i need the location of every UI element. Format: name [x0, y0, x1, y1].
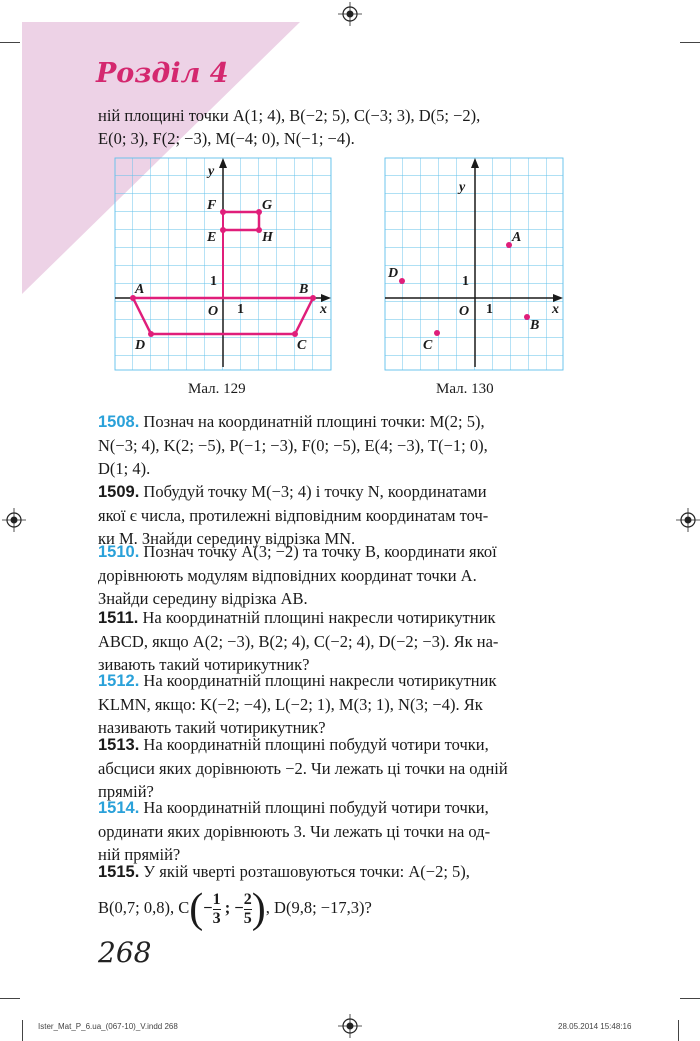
- exercise-line: прямій?: [98, 782, 154, 801]
- intro-line: E(0; 3), F(2; −3), M(−4; 0), N(−1; −4).: [98, 129, 355, 148]
- intro-text: [98, 104, 600, 150]
- fraction-numerator: 2: [243, 890, 252, 908]
- exercise-number: 1508.: [98, 413, 140, 431]
- exercise-number: 1513.: [98, 736, 140, 754]
- label-y-axis: y: [459, 180, 466, 195]
- label-d: D: [388, 266, 399, 281]
- label-origin: O: [208, 304, 219, 319]
- exercise-line: N(−3; 4), K(2; −5), P(−1; −3), F(0; −5), E(4; −3), T(−1; 0),: [98, 436, 488, 455]
- exercise-line: KLMN, якщо: K(−2; −4), L(−2; 1), M(3; 1), N(3; −4). Як: [98, 695, 483, 714]
- exercise-line: Познач на координатній площині точки: M(2; 5),: [143, 412, 485, 431]
- point-e: [220, 227, 226, 233]
- exercise-number: 1509.: [98, 483, 140, 501]
- label-unit-x: 1: [237, 302, 244, 317]
- figure-130: [383, 155, 565, 373]
- registration-mark-right: [676, 508, 700, 532]
- fraction-denominator: 3: [212, 909, 221, 927]
- crop-mark: [680, 42, 700, 43]
- footer-timestamp: 28.05.2014 15:48:16: [558, 1022, 632, 1031]
- label-a: A: [135, 282, 145, 297]
- footer-file: Ister_Mat_P_6.ua_(067-10)_V.indd 268: [38, 1022, 178, 1031]
- exercise-line: ній прямій?: [98, 845, 181, 864]
- exercise-1513: [98, 733, 600, 803]
- label-origin: O: [459, 304, 470, 319]
- exercise-line: ABCD, якщо A(2; −3), B(2; 4), C(−2; 4), D(−2; −3). Як на-: [98, 632, 499, 651]
- fraction-1-3: [213, 891, 221, 928]
- registration-mark-left: [2, 508, 26, 532]
- exercise-line: На координатній площині накресли чотирикутник: [143, 671, 497, 690]
- exercise-1512: [98, 669, 600, 739]
- exercise-line: На координатній площині накресли чотирикутник: [142, 608, 496, 627]
- label-a: A: [512, 230, 522, 245]
- point-b-text: B(0,7; 0,8), C: [98, 897, 190, 917]
- exercise-line: зивають такий чотирикутник?: [98, 655, 310, 674]
- exercise-line: ординати яких дорівнюють 3. Чи лежать ці точки на од-: [98, 822, 491, 841]
- crop-mark: [22, 1020, 23, 1041]
- exercise-line: ки M. Знайди середину відрізка MN.: [98, 529, 356, 548]
- point-d: [148, 331, 154, 337]
- crop-mark: [0, 998, 20, 999]
- label-unit-y: 1: [462, 274, 469, 289]
- exercise-line: якої є числа, протилежні відповідним координатам точ-: [98, 506, 489, 525]
- minus-sign: −: [234, 897, 244, 917]
- intro-line: ній площині точки A(1; 4), B(−2; 5), C(−3; 3), D(5; −2),: [98, 106, 481, 125]
- exercise-line: На координатній площині побудуй чотири точки,: [143, 735, 489, 754]
- exercise-line: Познач точку A(3; −2) та точку B, координати якої: [143, 542, 497, 561]
- exercise-number: 1511.: [98, 609, 139, 627]
- label-f: F: [207, 198, 217, 213]
- label-g: G: [262, 198, 273, 213]
- exercise-number: 1515.: [98, 863, 140, 881]
- point-d-text: , D(9,8; −17,3)?: [265, 897, 372, 917]
- label-x-axis: x: [320, 302, 327, 317]
- exercise-1510: [98, 540, 600, 610]
- exercise-1514: [98, 796, 600, 866]
- registration-mark-top: [338, 2, 362, 26]
- label-y-axis: y: [208, 164, 215, 179]
- exercise-line: дорівнюють модулям відповідних координат точки A.: [98, 566, 477, 585]
- label-unit-y: 1: [210, 274, 217, 289]
- exercise-line: Знайди середину відрізка AB.: [98, 589, 308, 608]
- exercise-line: Побудуй точку M(−3; 4) і точку N, координатами: [143, 482, 487, 501]
- minus-sign: −: [203, 897, 213, 917]
- grid: [385, 158, 563, 370]
- point-b: [310, 295, 316, 301]
- exercise-number: 1514.: [98, 799, 140, 817]
- page-number: 268: [98, 936, 152, 969]
- close-paren: ): [251, 886, 266, 932]
- label-d: D: [135, 338, 146, 353]
- label-c: C: [423, 338, 433, 353]
- point-c: [434, 330, 440, 336]
- crop-mark: [0, 42, 20, 43]
- label-unit-x: 1: [486, 302, 493, 317]
- figure-129: [113, 155, 333, 373]
- label-b: B: [299, 282, 309, 297]
- exercise-number: 1512.: [98, 672, 140, 690]
- exercise-line: абсциси яких дорівнюють −2. Чи лежать ці точки на одній: [98, 759, 508, 778]
- label-e: E: [207, 230, 217, 245]
- label-c: C: [297, 338, 307, 353]
- exercise-1508: [98, 410, 600, 480]
- crop-mark: [678, 1020, 679, 1041]
- exercise-line: називають такий чотирикутник?: [98, 718, 326, 737]
- exercise-number: 1510.: [98, 543, 140, 561]
- fraction-numerator: 1: [212, 890, 221, 908]
- crop-mark: [680, 998, 700, 999]
- exercise-1511: [98, 606, 600, 676]
- fraction-denominator: 5: [243, 909, 252, 927]
- exercise-line-with-fractions: B(0,7; 0,8), C(− $\frac{1}{3}$ ; − $\frac{2}{5}$ ), D(9,8; −17,3)?: [98, 886, 372, 932]
- point-d: [399, 278, 405, 284]
- exercise-line: D(1; 4).: [98, 459, 151, 478]
- open-paren: (: [189, 886, 204, 932]
- label-b: B: [530, 318, 540, 333]
- figure-129-caption: Мал. 129: [188, 381, 246, 397]
- label-x-axis: x: [552, 302, 559, 317]
- point-f: [220, 209, 226, 215]
- fraction-2-5: [244, 891, 252, 928]
- figure-130-caption: Мал. 130: [436, 381, 494, 397]
- registration-mark-bottom: [338, 1014, 362, 1038]
- label-h: H: [262, 230, 273, 245]
- exercise-1515: [98, 860, 600, 930]
- chapter-title: Розділ 4: [96, 58, 229, 89]
- exercise-line: У якій чверті розташовуються точки: A(−2; 5),: [143, 862, 470, 881]
- exercise-line: На координатній площині побудуй чотири точки,: [143, 798, 489, 817]
- point-c: [292, 331, 298, 337]
